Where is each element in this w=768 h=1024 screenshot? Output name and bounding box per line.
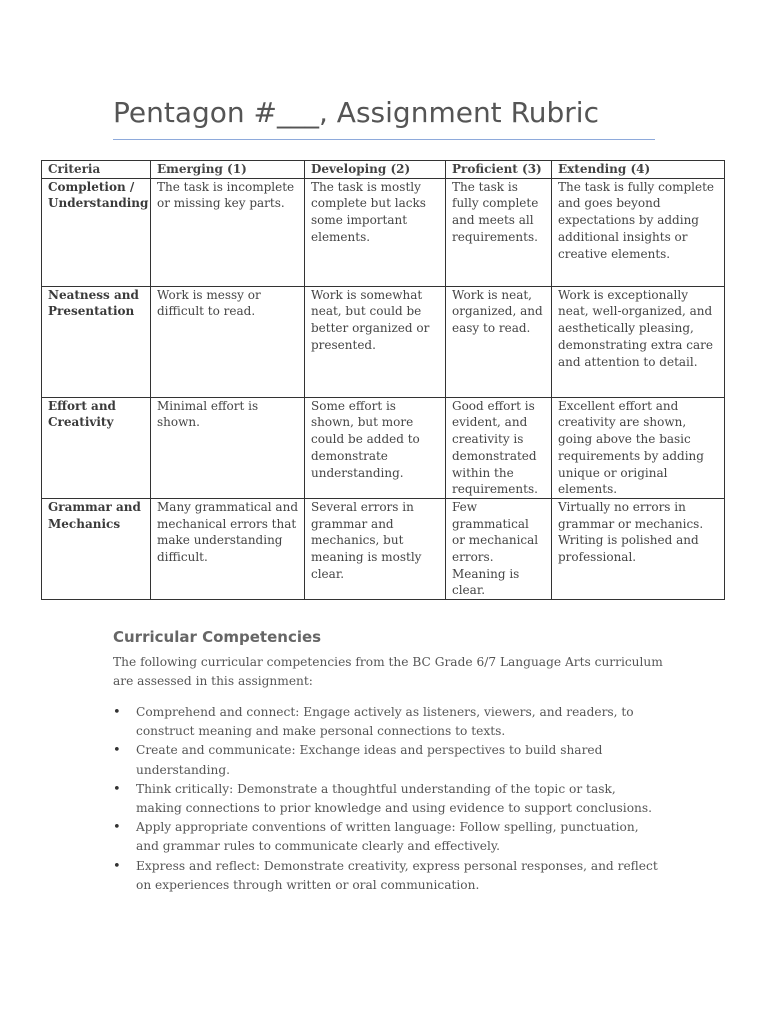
- bullet-icon: •: [113, 858, 121, 874]
- rubric-cell: Excellent effort and creativity are shown, going above the basic requirements by adding unique or original elements.: [552, 397, 725, 498]
- list-item-text: Express and reflect: Demonstrate creativity, express personal responses, and reflect on experiences through written or oral communication.: [136, 858, 658, 892]
- table-row: [42, 498, 725, 599]
- list-item-text: Apply appropriate conventions of written language: Follow spelling, punctuation, and grammar rules to communicate clearly and effectively.: [136, 820, 639, 854]
- list-item: [113, 703, 658, 741]
- rubric-cell: Several errors in grammar and mechanics, but meaning is mostly clear.: [305, 498, 446, 599]
- table-row: [42, 286, 725, 397]
- criteria-cell: Effort and Creativity: [42, 397, 151, 498]
- competencies-list: [113, 703, 658, 895]
- rubric-cell: Good effort is evident, and creativity is demonstrated within the requirements.: [446, 397, 552, 498]
- bullet-icon: •: [113, 705, 121, 720]
- rubric-cell: Minimal effort is shown.: [151, 397, 305, 498]
- header-developing: Developing (2): [305, 161, 446, 179]
- list-item: [113, 857, 658, 895]
- header-criteria: Criteria: [42, 161, 151, 179]
- list-item: [113, 780, 658, 818]
- rubric-cell: Work is somewhat neat, but could be better organized or presented.: [305, 286, 446, 397]
- page-title: Pentagon #___, Assignment Rubric: [113, 96, 599, 129]
- rubric-cell: Work is exceptionally neat, well-organized, and aesthetically pleasing, demonstrating extra care and attention to detail.: [552, 286, 725, 397]
- rubric-cell: Some effort is shown, but more could be added to demonstrate understanding.: [305, 397, 446, 498]
- rubric-cell: The task is fully complete and meets all requirements.: [446, 178, 552, 286]
- rubric-header-row: [42, 161, 725, 179]
- header-emerging: Emerging (1): [151, 161, 305, 179]
- rubric-cell: Work is neat, organized, and easy to read.: [446, 286, 552, 397]
- rubric-cell: Virtually no errors in grammar or mechanics. Writing is polished and professional.: [552, 498, 725, 599]
- criteria-cell: Grammar and Mechanics: [42, 498, 151, 599]
- rubric-cell: The task is incomplete or missing key parts.: [151, 178, 305, 286]
- criteria-cell: Completion / Understanding: [42, 178, 151, 286]
- header-proficient: Proficient (3): [446, 161, 552, 179]
- bullet-icon: •: [113, 781, 121, 797]
- competencies-intro: The following curricular competencies from the BC Grade 6/7 Language Arts curriculum are assessed in this assignment:: [113, 655, 663, 688]
- list-item: [113, 818, 658, 856]
- competencies-heading: Curricular Competencies: [113, 628, 322, 646]
- rubric-cell: Many grammatical and mechanical errors that make understanding difficult.: [151, 498, 305, 599]
- rubric-table: [41, 160, 725, 600]
- rubric-cell: The task is mostly complete but lacks some important elements.: [305, 178, 446, 286]
- table-row: [42, 397, 725, 498]
- rubric-cell: The task is fully complete and goes beyond expectations by adding additional insights or creative elements.: [552, 178, 725, 286]
- bullet-icon: •: [113, 743, 121, 759]
- list-item-text: Create and communicate: Exchange ideas and perspectives to build shared understanding.: [136, 743, 603, 777]
- table-row: [42, 178, 725, 286]
- title-underline: [113, 139, 655, 140]
- list-item-text: Comprehend and connect: Engage actively as listeners, viewers, and readers, to construct meaning and make personal connections to texts.: [136, 705, 634, 739]
- bullet-icon: •: [113, 820, 121, 836]
- list-item: [113, 741, 658, 779]
- header-extending: Extending (4): [552, 161, 725, 179]
- rubric-cell: Few grammatical or mechanical errors. Meaning is clear.: [446, 498, 552, 599]
- list-item-text: Think critically: Demonstrate a thoughtful understanding of the topic or task, making connections to prior knowledge and using evidence to support conclusions.: [136, 781, 653, 816]
- rubric-cell: Work is messy or difficult to read.: [151, 286, 305, 397]
- criteria-cell: Neatness and Presentation: [42, 286, 151, 397]
